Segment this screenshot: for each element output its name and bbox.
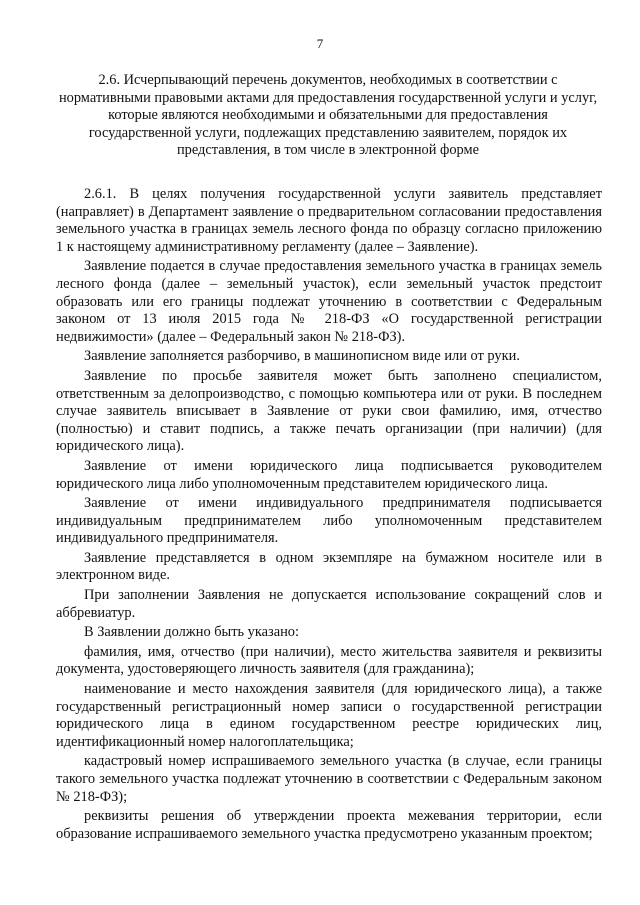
paragraph: наименование и место нахождения заявителя (для юридического лица), а также государственный регистрационный номер записи о государственной регистрации юридического лица в едином государственном реестре юридических лиц, идентификационный номер налогоплательщика; xyxy=(56,681,602,750)
paragraph: фамилия, имя, отчество (при наличии), место жительства заявителя и реквизиты документа, удостоверяющего личность заявителя (для гражданина); xyxy=(56,643,602,678)
paragraph: Заявление от имени юридического лица подписывается руководителем юридического лица либо уполномоченным представителем юридического лица. xyxy=(56,457,602,492)
document-body xyxy=(56,186,602,845)
paragraph: кадастровый номер испрашиваемого земельного участка (в случае, если границы такого земельного участка подлежат уточнению в соответствии с Федеральным законом № 218-ФЗ); xyxy=(56,753,602,805)
page-number: 7 xyxy=(316,36,324,51)
paragraph: Заявление заполняется разборчиво, в машинописном виде или от руки. xyxy=(84,348,520,365)
paragraph: Заявление по просьбе заявителя может быть заполнено специалистом, ответственным за делопроизводство, с помощью компьютера или от руки. В последнем случае заявитель вписывает в Заявление от руки свои фамилию, имя, отчество (полностью) и ставит подпись, а также печать организации (при наличии) (для юридического лица). xyxy=(56,367,602,455)
paragraph: 2.6.1. В целях получения государственной услуги заявитель представляет (направляет) в Департамент заявление о предварительном согласовании предоставления земельного участка в границах земель лесного фонда по образцу согласно приложению 1 к настоящему административному регламенту (далее – Заявление). xyxy=(56,186,602,255)
paragraph: При заполнении Заявления не допускается использование сокращений слов и аббревиатур. xyxy=(56,587,602,621)
section-heading: 2.6. Исчерпывающий перечень документов, необходимых в соответствии с нормативными правовыми актами для предоставления государственной услуги и услуг, которые являются необходимыми и обязательными для предоставления государственной услуги, подлежащих представлению заявителем, порядок их представления, в том числе в электронной форме xyxy=(58,72,598,158)
paragraph: Заявление подается в случае предоставления земельного участка в границах земель лесного фонда (далее – земельный участок), если земельный участок предстоит образовать или его границы подлежат уточнению в соответствии с Федеральным законом от 13 июля 2015 года № 218-ФЗ «О государственной регистрации недвижимости» (далее – Федеральный закон № 218-ФЗ). xyxy=(56,258,602,345)
paragraph: В Заявлении должно быть указано: xyxy=(84,624,299,641)
paragraph: Заявление от имени индивидуального предпринимателя подписывается индивидуальным предпринимателем либо уполномоченным представителем индивидуального предпринимателя. xyxy=(56,495,602,547)
paragraph: реквизиты решения об утверждении проекта межевания территории, если образование испрашиваемого земельного участка предусмотрено указанным проектом; xyxy=(56,808,602,842)
paragraph: Заявление представляется в одном экземпляре на бумажном носителе или в электронном виде. xyxy=(56,549,602,584)
